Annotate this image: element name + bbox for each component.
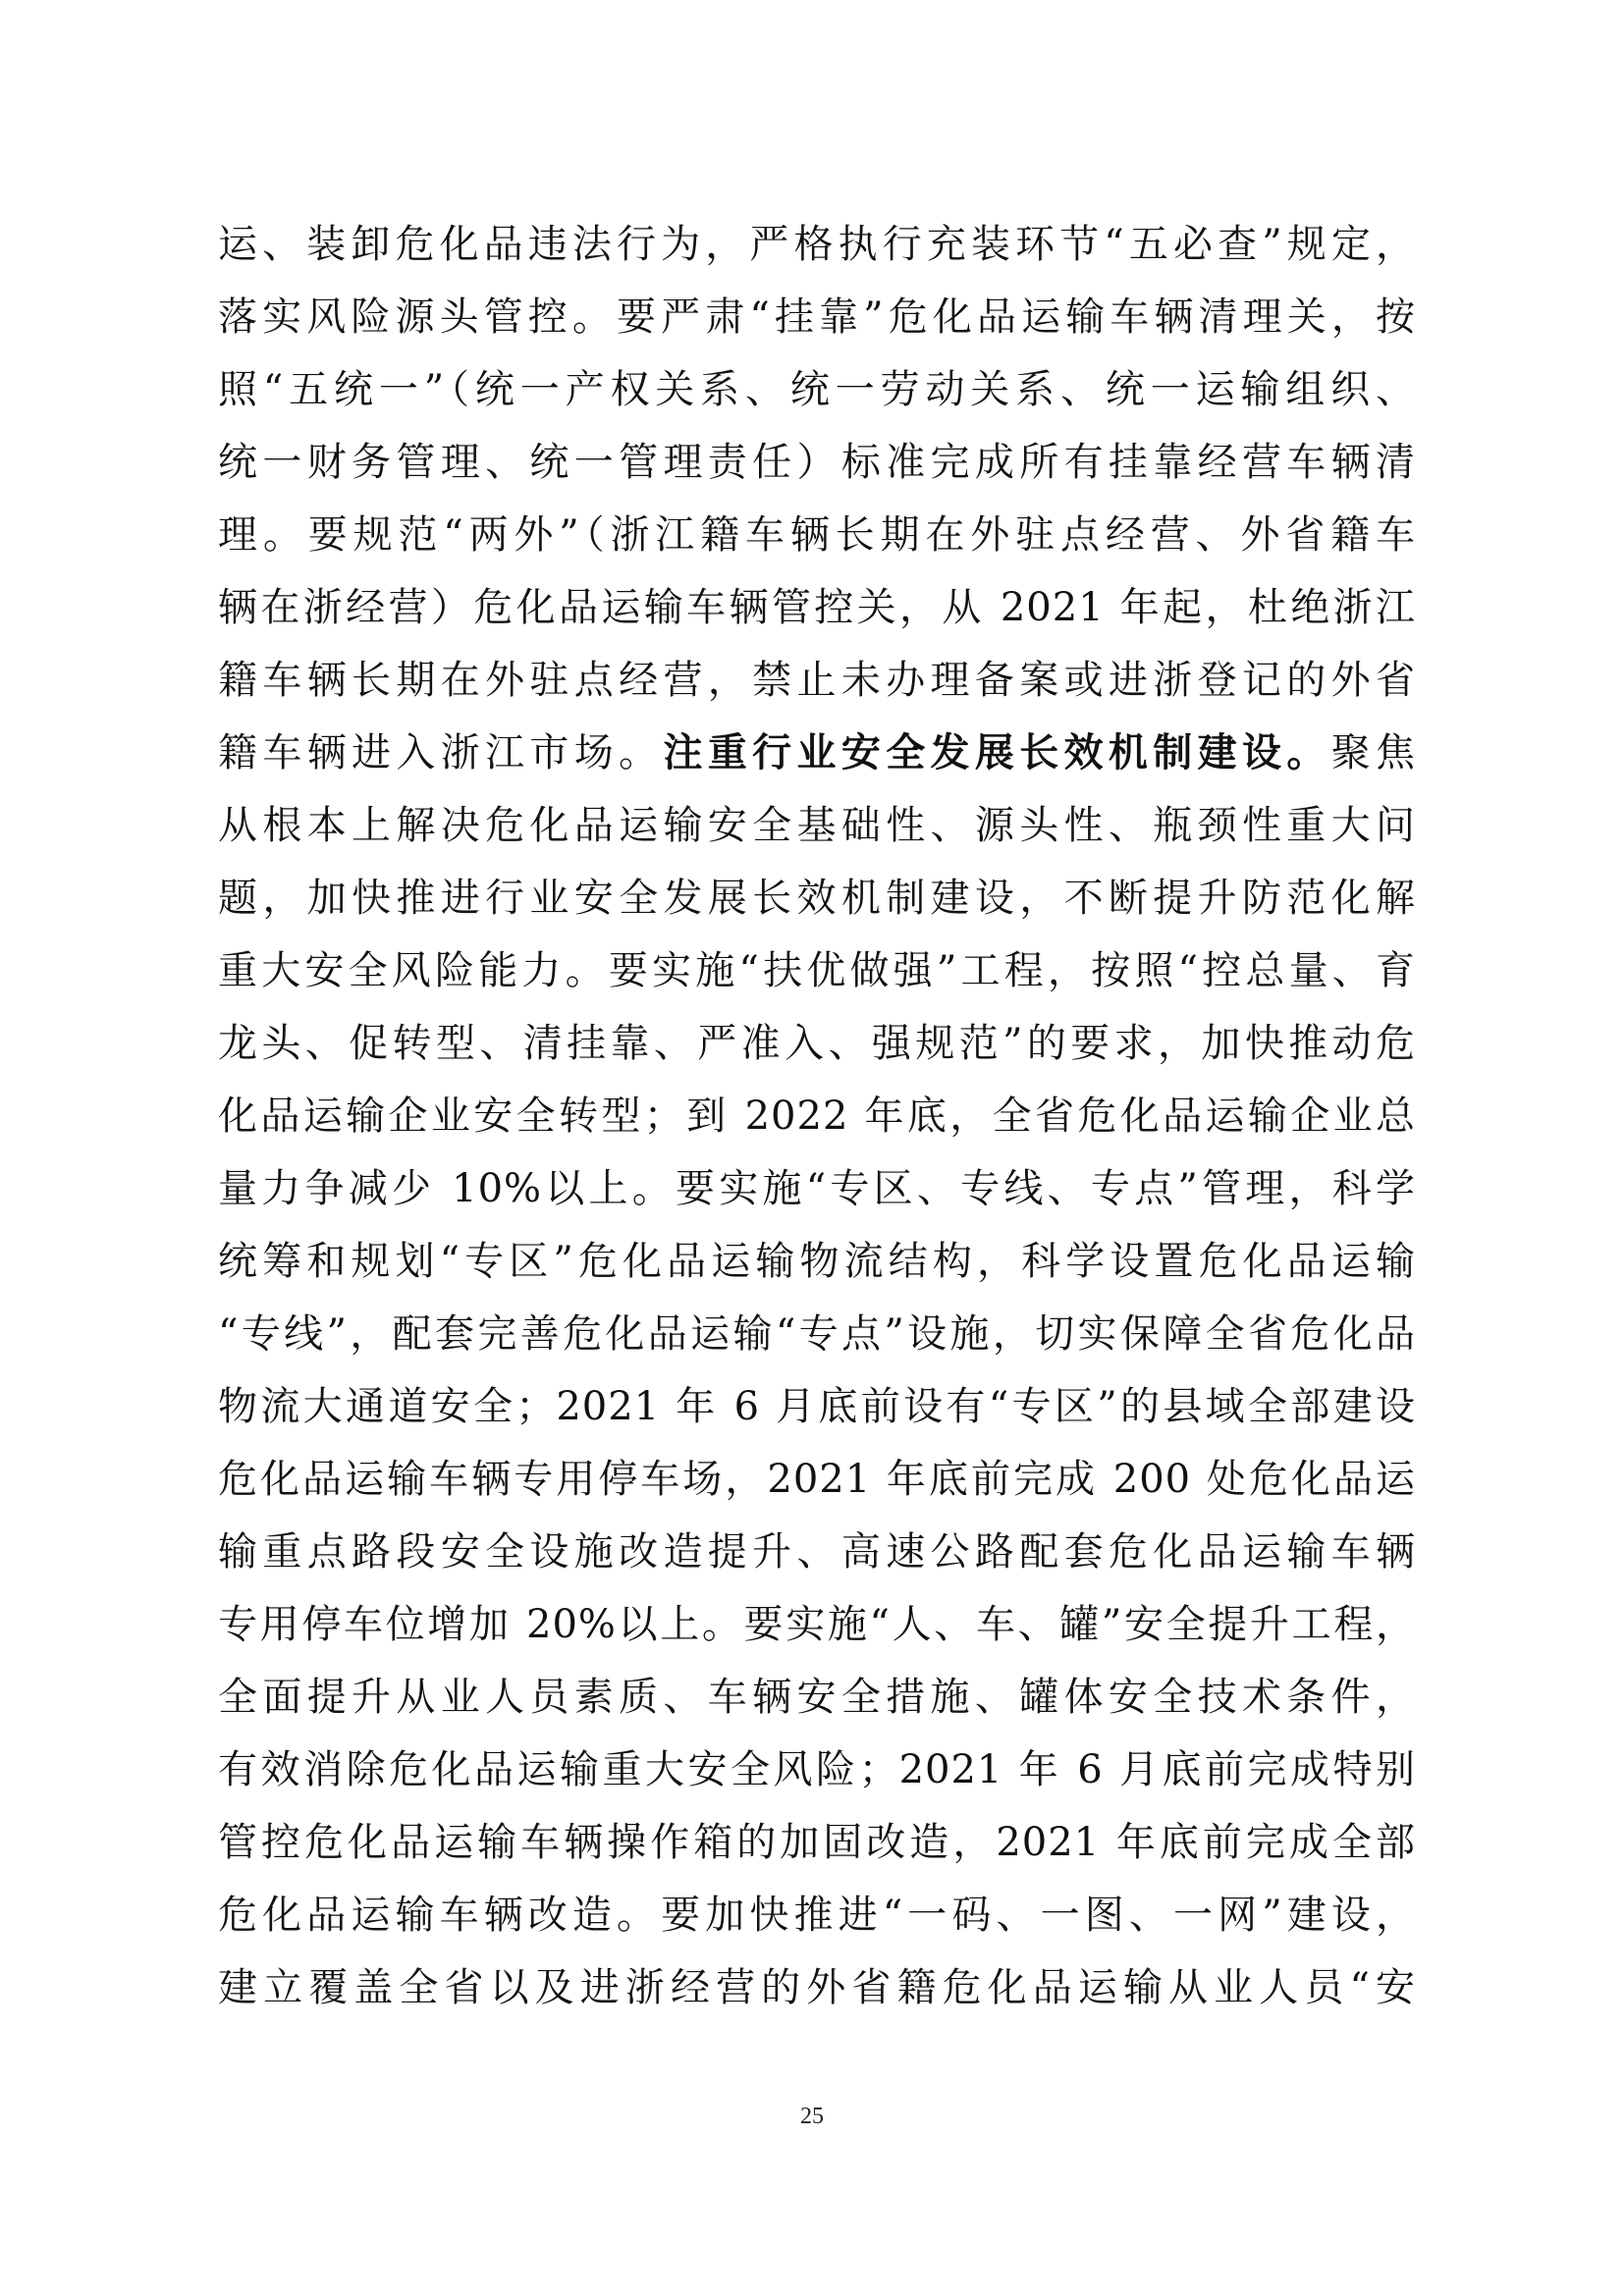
text-line-5: 理。要规范“两外”（浙江籍车辆长期在外驻点经营、外省籍车 [218,512,1416,558]
text-line-19: 输重点路段安全设施改造提升、高速公路配套危化品运输车辆 [218,1529,1416,1575]
text-line-24: 危化品运输车辆改造。要加快推进“一码、一图、一网”建设， [218,1893,1416,1938]
text-line-1: 运、装卸危化品违法行为，严格执行充装环节“五必查”规定， [218,222,1416,267]
text-line-8-suffix: 聚焦 [1330,730,1417,775]
text-line-8-prefix: 籍车辆进入浙江市场。 [218,730,664,775]
text-line-6: 辆在浙经营）危化品运输车辆管控关，从 2021 年起，杜绝浙江 [218,585,1416,630]
body-text [218,208,1416,2024]
text-line-14: 量力争减少 10%以上。要实施“专区、专线、专点”管理，科学 [218,1166,1416,1211]
text-line-10: 题，加快推进行业安全发展长效机制建设，不断提升防范化解 [218,876,1416,921]
text-line-17: 物流大通道安全；2021 年 6 月底前设有“专区”的县域全部建设 [218,1384,1416,1429]
text-line-2: 落实风险源头管控。要严肃“挂靠”危化品运输车辆清理关，按 [218,294,1416,340]
text-line-21: 全面提升从业人员素质、车辆安全措施、罐体安全技术条件， [218,1675,1416,1720]
text-line-9: 从根本上解决危化品运输安全基础性、源头性、瓶颈性重大问 [218,803,1416,848]
text-line-11: 重大安全风险能力。要实施“扶优做强”工程，按照“控总量、育 [218,948,1416,993]
text-line-22: 有效消除危化品运输重大安全风险；2021 年 6 月底前完成特别 [218,1747,1416,1792]
text-line-8 [218,717,1416,789]
text-line-20: 专用停车位增加 20%以上。要实施“人、车、罐”安全提升工程， [218,1602,1416,1647]
text-line-15: 统筹和规划“专区”危化品运输物流结构，科学设置危化品运输 [218,1239,1416,1284]
text-line-13: 化品运输企业安全转型；到 2022 年底，全省危化品运输企业总 [218,1094,1416,1139]
text-line-23: 管控危化品运输车辆操作箱的加固改造，2021 年底前完成全部 [218,1820,1416,1865]
text-line-25: 建立覆盖全省以及进浙经营的外省籍危化品运输从业人员“安 [218,1965,1416,2010]
text-line-16: “专线”，配套完善危化品运输“专点”设施，切实保障全省危化品 [218,1311,1416,1357]
page-number: 25 [800,2104,824,2129]
text-line-18: 危化品运输车辆专用停车场，2021 年底前完成 200 处危化品运 [218,1457,1416,1502]
text-line-4: 统一财务管理、统一管理责任）标准完成所有挂靠经营车辆清 [218,440,1416,485]
section-emphasis-heading: 注重行业安全发展长效机制建设。 [663,730,1331,775]
text-line-3: 照“五统一”（统一产权关系、统一劳动关系、统一运输组织、 [218,367,1416,412]
text-line-7: 籍车辆长期在外驻点经营，禁止未办理备案或进浙登记的外省 [218,658,1416,703]
text-line-12: 龙头、促转型、清挂靠、严准入、强规范”的要求，加快推动危 [218,1021,1416,1066]
